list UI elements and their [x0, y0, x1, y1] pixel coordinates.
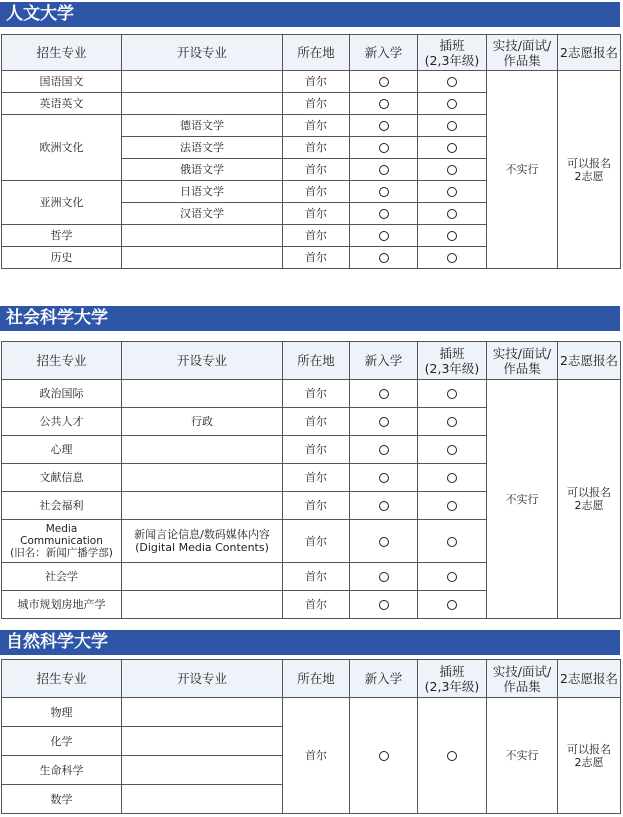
circle-mark-icon: [447, 121, 457, 131]
header-second-choice: 2志愿报名: [558, 342, 621, 380]
circle-mark-icon: [447, 501, 457, 511]
freshman-cell: [350, 71, 418, 93]
offered-cell: [122, 464, 283, 492]
location-cell: 首尔: [283, 159, 350, 181]
circle-mark-icon: [447, 389, 457, 399]
location-cell: 首尔: [283, 408, 350, 436]
circle-mark-icon: [379, 231, 389, 241]
circle-mark-icon: [379, 389, 389, 399]
offered-cell: [122, 380, 283, 408]
transfer-cell: [418, 492, 487, 520]
location-cell: 首尔: [283, 203, 350, 225]
major-line2: Communication: [20, 535, 103, 547]
location-cell: 首尔: [283, 115, 350, 137]
circle-mark-icon: [379, 187, 389, 197]
circle-mark-icon: [447, 143, 457, 153]
circle-mark-icon: [447, 572, 457, 582]
header-second-choice: 2志愿报名: [558, 35, 621, 71]
freshman-cell: [350, 563, 418, 591]
major-cell: [2, 520, 122, 563]
header-practical-line2: 作品集: [503, 678, 541, 694]
header-practical-line1: 实技/面试/: [492, 37, 552, 53]
transfer-cell: [418, 115, 487, 137]
location-cell: 首尔: [283, 591, 350, 619]
offered-cell: [122, 71, 283, 93]
header-transfer-line1: 插班: [439, 663, 465, 679]
humanities-table: [1, 34, 621, 269]
major-cell: 哲学: [2, 225, 122, 247]
header-major: 招生专业: [2, 660, 122, 698]
second-choice-cell: [558, 71, 621, 269]
major-cell: 公共人才: [2, 408, 122, 436]
freshman-cell: [350, 698, 418, 814]
second-choice-line1: 可以报名: [567, 742, 611, 756]
freshman-cell: [350, 225, 418, 247]
transfer-cell: [418, 159, 487, 181]
header-transfer-line1: 插班: [439, 345, 465, 361]
major-cell: 心理: [2, 436, 122, 464]
transfer-cell: [418, 137, 487, 159]
freshman-cell: [350, 181, 418, 203]
transfer-cell: [418, 464, 487, 492]
header-location: 所在地: [283, 660, 350, 698]
table-row: [2, 380, 621, 408]
header-offered: 开设专业: [122, 342, 283, 380]
transfer-cell: [418, 408, 487, 436]
location-cell: 首尔: [283, 247, 350, 269]
table-header-row: [2, 342, 621, 380]
offered-cell: [122, 727, 283, 756]
offered-cell: [122, 591, 283, 619]
major-cell: 历史: [2, 247, 122, 269]
freshman-cell: [350, 436, 418, 464]
offered-cell: 日语文学: [122, 181, 283, 203]
location-cell: 首尔: [283, 137, 350, 159]
location-cell: 首尔: [283, 464, 350, 492]
circle-mark-icon: [379, 143, 389, 153]
offered-cell: [122, 698, 283, 727]
circle-mark-icon: [379, 253, 389, 263]
header-practical-line1: 实技/面试/: [492, 345, 552, 361]
table-row: [2, 71, 621, 93]
major-line1: Media: [45, 523, 78, 535]
second-choice-line2: 2志愿: [574, 755, 604, 769]
transfer-cell: [418, 520, 487, 563]
header-practical-line1: 实技/面试/: [492, 663, 552, 679]
offered-cell: [122, 785, 283, 814]
major-cell: 政治国际: [2, 380, 122, 408]
transfer-cell: [418, 71, 487, 93]
offered-cell: 行政: [122, 408, 283, 436]
circle-mark-icon: [379, 121, 389, 131]
major-cell: 化学: [2, 727, 122, 756]
second-choice-line1: 可以报名: [567, 486, 611, 499]
section-title-humanities: 人文大学: [0, 2, 620, 27]
header-freshman: 新入学: [350, 35, 418, 71]
transfer-cell: [418, 436, 487, 464]
major-cell: 文献信息: [2, 464, 122, 492]
header-transfer-line2: (2,3年级): [424, 678, 480, 694]
circle-mark-icon: [447, 537, 457, 547]
location-cell: 首尔: [283, 520, 350, 563]
second-choice-line1: 可以报名: [567, 156, 611, 170]
offered-cell: [122, 93, 283, 115]
freshman-cell: [350, 464, 418, 492]
offered-cell: 俄语文学: [122, 159, 283, 181]
circle-mark-icon: [447, 751, 457, 761]
natural-sciences-table: [1, 659, 621, 814]
circle-mark-icon: [379, 417, 389, 427]
header-freshman: 新入学: [350, 342, 418, 380]
freshman-cell: [350, 380, 418, 408]
table-header-row: [2, 35, 621, 71]
header-major: 招生专业: [2, 342, 122, 380]
circle-mark-icon: [447, 187, 457, 197]
major-cell: 国语国文: [2, 71, 122, 93]
circle-mark-icon: [447, 209, 457, 219]
offered-cell: 德语文学: [122, 115, 283, 137]
section-title-natural-sciences: 自然科学大学: [0, 630, 620, 655]
circle-mark-icon: [447, 99, 457, 109]
header-major: 招生专业: [2, 35, 122, 71]
practical-cell: 不实行: [487, 380, 558, 619]
practical-cell: 不实行: [487, 71, 558, 269]
second-choice-line2: 2志愿: [574, 499, 604, 512]
freshman-cell: [350, 93, 418, 115]
circle-mark-icon: [379, 751, 389, 761]
offered-cell: [122, 756, 283, 785]
second-choice-cell: [558, 698, 621, 814]
header-transfer: [418, 35, 487, 71]
offered-cell: [122, 492, 283, 520]
transfer-cell: [418, 591, 487, 619]
circle-mark-icon: [379, 77, 389, 87]
offered-cell: [122, 247, 283, 269]
transfer-cell: [418, 93, 487, 115]
location-cell: 首尔: [283, 436, 350, 464]
major-cell: 物理: [2, 698, 122, 727]
header-transfer: [418, 342, 487, 380]
major-cell: 生命科学: [2, 756, 122, 785]
circle-mark-icon: [379, 473, 389, 483]
header-freshman: 新入学: [350, 660, 418, 698]
circle-mark-icon: [447, 253, 457, 263]
transfer-cell: [418, 563, 487, 591]
transfer-cell: [418, 225, 487, 247]
header-transfer-line2: (2,3年级): [424, 360, 480, 376]
circle-mark-icon: [379, 99, 389, 109]
offered-line2: (Digital Media Contents): [135, 541, 269, 554]
header-practical-line2: 作品集: [503, 52, 541, 68]
freshman-cell: [350, 247, 418, 269]
offered-cell: [122, 225, 283, 247]
header-practical-line2: 作品集: [503, 360, 541, 376]
major-cell: 亚洲文化: [2, 181, 122, 225]
header-transfer-line1: 插班: [439, 37, 465, 53]
offered-cell: 法语文学: [122, 137, 283, 159]
major-cell: 英语英文: [2, 93, 122, 115]
major-cell: 数学: [2, 785, 122, 814]
major-cell: 社会福利: [2, 492, 122, 520]
freshman-cell: [350, 591, 418, 619]
freshman-cell: [350, 492, 418, 520]
circle-mark-icon: [379, 600, 389, 610]
freshman-cell: [350, 408, 418, 436]
offered-cell: 汉语文学: [122, 203, 283, 225]
location-cell: 首尔: [283, 563, 350, 591]
section-title-social-sciences: 社会科学大学: [0, 306, 620, 331]
header-practical: [487, 35, 558, 71]
circle-mark-icon: [379, 537, 389, 547]
freshman-cell: [350, 137, 418, 159]
transfer-cell: [418, 247, 487, 269]
freshman-cell: [350, 520, 418, 563]
major-cell: 城市规划房地产学: [2, 591, 122, 619]
location-cell: 首尔: [283, 93, 350, 115]
second-choice-line2: 2志愿: [574, 169, 604, 183]
header-practical: [487, 660, 558, 698]
location-cell: 首尔: [283, 492, 350, 520]
header-transfer: [418, 660, 487, 698]
transfer-cell: [418, 181, 487, 203]
header-second-choice: 2志愿报名: [558, 660, 621, 698]
circle-mark-icon: [379, 445, 389, 455]
transfer-cell: [418, 203, 487, 225]
circle-mark-icon: [447, 417, 457, 427]
header-offered: 开设专业: [122, 660, 283, 698]
location-cell: 首尔: [283, 71, 350, 93]
practical-cell: 不实行: [487, 698, 558, 814]
table-header-row: [2, 660, 621, 698]
location-cell: 首尔: [283, 225, 350, 247]
location-cell: 首尔: [283, 698, 350, 814]
offered-cell: [122, 563, 283, 591]
header-offered: 开设专业: [122, 35, 283, 71]
circle-mark-icon: [379, 209, 389, 219]
freshman-cell: [350, 159, 418, 181]
offered-cell: [122, 436, 283, 464]
second-choice-cell: [558, 380, 621, 619]
circle-mark-icon: [447, 445, 457, 455]
header-practical: [487, 342, 558, 380]
circle-mark-icon: [447, 600, 457, 610]
transfer-cell: [418, 380, 487, 408]
header-transfer-line2: (2,3年级): [424, 52, 480, 68]
offered-line1: 新闻言论信息/数码媒体内容: [134, 528, 270, 541]
freshman-cell: [350, 115, 418, 137]
major-cell: 社会学: [2, 563, 122, 591]
major-line3: (旧名：新闻广播学部): [10, 547, 113, 559]
location-cell: 首尔: [283, 181, 350, 203]
social-sciences-table: [1, 341, 621, 619]
major-cell: 欧洲文化: [2, 115, 122, 181]
circle-mark-icon: [447, 231, 457, 241]
circle-mark-icon: [379, 501, 389, 511]
circle-mark-icon: [447, 473, 457, 483]
offered-cell: [122, 520, 283, 563]
header-location: 所在地: [283, 35, 350, 71]
table-row: [2, 698, 621, 727]
circle-mark-icon: [379, 572, 389, 582]
location-cell: 首尔: [283, 380, 350, 408]
circle-mark-icon: [447, 77, 457, 87]
freshman-cell: [350, 203, 418, 225]
transfer-cell: [418, 698, 487, 814]
circle-mark-icon: [379, 165, 389, 175]
circle-mark-icon: [447, 165, 457, 175]
header-location: 所在地: [283, 342, 350, 380]
